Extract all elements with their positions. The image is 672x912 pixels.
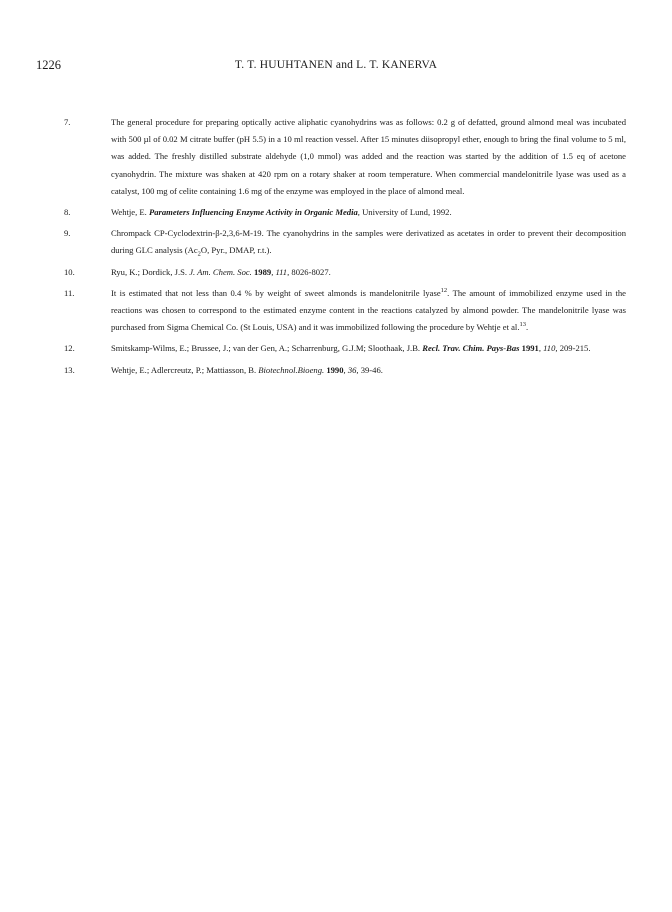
reference-year: 1990 [326, 364, 344, 375]
reference-authors: Wehtje, E. [111, 207, 147, 218]
reference-text [111, 225, 626, 259]
reference-number: 12. [64, 343, 75, 354]
reference-rest: , University of Lund, 1992. [357, 207, 452, 218]
running-head: T. T. HUUHTANEN and L. T. KANERVA [234, 59, 438, 71]
reference-text-part: . The amount of immobilized enzyme used in the reactions was chosen to correspond to the estimated enzyme content in the reactions catalyzed by almond powder. The mandelonitrile lyase was purchased from Sigma Chemical Co. (St Louis, USA) and it was immobilized following the procedure by Wehtje et al. [111, 287, 626, 333]
reference-year: 1991 [521, 343, 539, 354]
reference-number: 8. [64, 207, 71, 218]
reference-text-part: O, Pyr., DMAP, r.t.). [200, 245, 272, 256]
reference-text: The general procedure for preparing optically active aliphatic cyanohydrins was as follows: 0.2 g of defatted, ground almond meal was incubated with 500 µl of 0.02 M citrate buffer (pH 5.5) in a 10 ml reaction vessel. After 15 minutes diisopropyl ether, enough to bring the final volume to 5 ml, was added. The freshly distilled substrate aldehyde (1,0 mmol) was added and the reaction was started by the addition of 1.5 eq of acetone cyanohydrin. The mixture was shaken at 420 rpm on a rotary shaker at room temperature. When commercial mandelonitrile lyase was used as a catalyst, 100 mg of celite containing 1.6 mg of the enzyme was employed in the place of almond meal. [111, 117, 626, 196]
reference-number: 11. [64, 287, 75, 298]
superscript: 12 [440, 286, 448, 294]
reference-text-part: . [525, 322, 529, 333]
reference-9 [64, 225, 626, 259]
reference-authors: Wehtje, E.; Adlercreutz, P.; Mattiasson, B. [111, 364, 257, 375]
reference-text: Wehtje, E.; Adlercreutz, P.; Mattiasson, B. Biotechnol.Bioeng. 1990, 36, 39-46. [111, 364, 383, 375]
reference-11 [64, 285, 626, 337]
reference-pages: , 209-215. [555, 343, 591, 354]
reference-text: Ryu, K.; Dordick, J.S. J. Am. Chem. Soc. 1989, 111, 8026-8027. [111, 266, 331, 277]
reference-year: 1989 [254, 266, 272, 277]
reference-10 [64, 264, 626, 281]
reference-pages: , 8026-8027. [287, 266, 331, 277]
reference-volume: 110 [543, 343, 556, 354]
reference-volume: 111 [275, 266, 288, 277]
reference-journal: Recl. Trav. Chim. Pays-Bas [422, 343, 520, 354]
reference-authors: Ryu, K.; Dordick, J.S. [111, 266, 188, 277]
reference-journal: J. Am. Chem. Soc. [189, 266, 252, 277]
subscript: 2 [197, 251, 201, 259]
reference-8 [64, 204, 626, 221]
reference-text-part: Chrompack CP-Cyclodextrin-β-2,3,6-M-19. The cyanohydrins in the samples were derivatized as acetates in order to prevent their decomposition during GLC analysis (Ac [111, 228, 626, 256]
reference-title: Parameters Influencing Enzyme Activity in Organic Media [148, 207, 358, 218]
reference-7 [64, 114, 626, 200]
reference-number: 9. [64, 228, 71, 239]
reference-number: 13. [64, 364, 75, 375]
reference-12 [64, 340, 626, 357]
reference-13 [64, 362, 626, 379]
reference-pages: , 39-46. [356, 364, 383, 375]
references-list [64, 114, 626, 383]
page-number: 1226 [36, 58, 61, 72]
reference-text [111, 204, 626, 221]
reference-text: Smitskamp-Wilms, E.; Brussee, J.; van der Gen, A.; Scharrenburg, G.J.M; Sloothaak, J.B. Recl. Trav. Chim. Pays-Bas 1991, 110, 209-215. [111, 343, 591, 354]
reference-text-part: It is estimated that not less than 0.4 % by weight of sweet almonds is mandelonitrile lyase [111, 287, 441, 298]
superscript: 13 [519, 321, 526, 329]
reference-journal: Biotechnol.Bioeng. [258, 364, 325, 375]
reference-authors: Smitskamp-Wilms, E.; Brussee, J.; van der Gen, A.; Scharrenburg, G.J.M; Sloothaak, J.B. [111, 343, 421, 354]
reference-text [111, 285, 626, 337]
reference-number: 10. [64, 266, 75, 277]
reference-volume: 36 [347, 364, 357, 375]
reference-number: 7. [64, 117, 71, 127]
